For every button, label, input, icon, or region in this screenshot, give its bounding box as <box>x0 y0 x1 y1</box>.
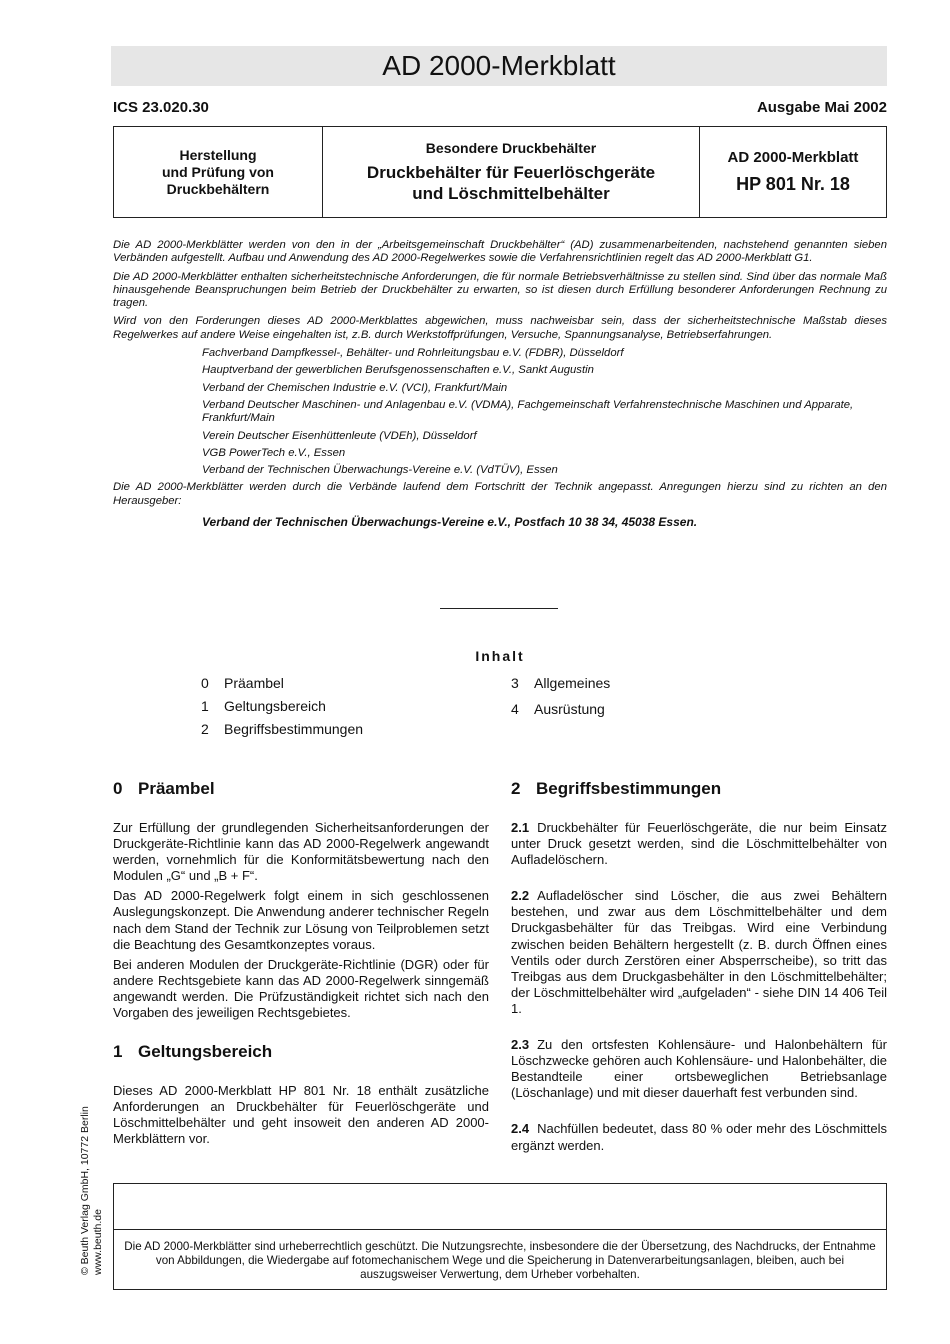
toc-item[interactable] <box>201 720 363 743</box>
column-left <box>113 778 489 1152</box>
body-paragraph: Das AD 2000-Regelwerk folgt einem in sich geschlossenen Auslegungskonzept. Die Anwendung anderer technischer Regeln nach dem Stand der Technik zur Lösung von Teilproblemen setzt die Beachtung des Gesamtkonzeptes voraus. <box>113 888 489 952</box>
definition-paragraph <box>511 1037 887 1101</box>
section-title: Begriffsbestimmungen <box>536 779 722 798</box>
definition-paragraph <box>511 888 887 1017</box>
header-subject <box>323 127 700 217</box>
publisher-credit: © Beuth Verlag GmbH, 10772 Berlin <box>79 1106 91 1275</box>
toc-item-label: Begriffsbestimmungen <box>224 721 364 737</box>
toc-title: Inhalt <box>475 648 525 664</box>
toc-item-label: Geltungsbereich <box>224 698 326 714</box>
header-category-line: Herstellung <box>179 146 257 163</box>
section-number: 1 <box>113 1042 123 1062</box>
header-number: HP 801 Nr. 18 <box>736 174 850 194</box>
definition-paragraph <box>511 820 887 868</box>
section-title: Geltungsbereich <box>138 1042 273 1062</box>
publisher-sidebar <box>79 1106 105 1275</box>
publisher-address: Verband der Technischen Überwachungs-Vereine e.V., Postfach 10 38 34, 45038 Essen. <box>202 515 698 530</box>
body-paragraph: Dieses AD 2000-Merkblatt HP 801 Nr. 18 enthält zusätzliche Anforderungen an Druckbehälter für Feuerlöschgeräte und Löschmittelbehälter und geht insoweit den anderen AD 2000-Merkblättern vor. <box>113 1083 489 1147</box>
intro-paragraph: Die AD 2000-Merkblätter enthalten sicherheitstechnische Anforderungen, die für normale Betriebsverhältnisse zu stellen sind. Sind über das normale Maß hinausgehende Beanspruchungen beim Betrieb der Druckbehälter zu erwarten, so ist diesen durch Erfüllung besonderer Anforderungen Rechnung zu tragen. <box>113 270 887 310</box>
toc-item-number: 3 <box>511 675 519 691</box>
section-heading-begriffsbestimmungen <box>511 778 887 800</box>
column-right <box>511 778 887 1158</box>
definition-number: 2.1 <box>511 820 530 835</box>
header-identifier <box>700 127 886 217</box>
copyright-section <box>114 1229 886 1282</box>
definition-text: Nachfüllen bedeutet, dass 80 % oder mehr des Löschmittels ergänzt werden. <box>511 1121 887 1153</box>
association-item: Hauptverband der gewerblichen Berufsgenossenschaften e.V., Sankt Augustin <box>202 364 594 377</box>
body-paragraph: Zur Erfüllung der grundlegenden Sicherheitsanforderungen der Druckgeräte-Richtlinie kann das AD 2000-Regelwerk angewandt werden, vornehmlich für die Konformitätsbewertung nach den Modulen „G“ und „B + F“. <box>113 820 489 884</box>
header-subject-sub: Besondere Druckbehälter <box>425 140 597 156</box>
section-heading-praeambel <box>113 778 489 800</box>
toc-item-number: 2 <box>201 721 209 737</box>
copyright-notice: Die AD 2000-Merkblätter sind urheberrechtlich geschützt. Die Nutzungsrechte, insbesondere die der Übersetzung, des Nachdrucks, der Entnahme von Abbildungen, die Wiedergabe auf fotomechanischem Wege und die Speicherung in Datenverarbeitungsanlagen, bleiben, auch bei auszugsweiser Verwertung, dem Urheber vorbehalten. <box>124 1240 876 1281</box>
ics-code: ICS 23.020.30 <box>113 99 209 116</box>
header-box <box>113 126 887 218</box>
toc-item-number: 1 <box>201 698 209 714</box>
section-number: 0 <box>113 779 123 798</box>
header-subject-line: und Löschmittelbehälter <box>412 184 610 203</box>
definition-text: Zu den ortsfesten Kohlensäure- und Halonbehältern für Löschzwecke gehören auch Kohlensäure- und Halonbehälter, die Bestandteile einer ortsbeweglichen Betriebsanlage (Löschanlage) und mit dieser dauerhaft fest verbunden sind. <box>511 1037 887 1101</box>
header-category <box>114 127 323 217</box>
association-item: Verband der Technischen Überwachungs-Vereine e.V. (VdTÜV), Essen <box>202 464 558 477</box>
copyright-box <box>113 1183 887 1290</box>
document-title: AD 2000-Merkblatt <box>111 46 887 86</box>
definition-number: 2.3 <box>511 1037 530 1053</box>
toc-item-label: Präambel <box>224 675 284 691</box>
intro-paragraph: Die AD 2000-Merkblätter werden von den in der „Arbeitsgemeinschaft Druckbehälter“ (AD) zusammenarbeitenden, nachstehend genannten sieben Verbänden aufgestellt. Aufbau und Anwendung des AD 2000-Regelwerkes sowie die Verfahrensrichtlinien regelt das AD 2000-Merkblatt G1. <box>113 239 887 265</box>
association-item: Fachverband Dampfkessel-, Behälter- und Rohrleitungsbau e.V. (FDBR), Düsseldorf <box>202 347 624 360</box>
toc-item[interactable] <box>511 700 610 726</box>
intro-paragraph: Die AD 2000-Merkblätter werden durch die Verbände laufend dem Fortschritt der Technik angepasst. Anregungen hierzu sind zu richten an den Herausgeber: <box>113 481 887 507</box>
toc-column-left <box>201 674 363 743</box>
definition-number: 2.4 <box>511 1121 530 1137</box>
header-category-line: Druckbehältern <box>166 180 270 197</box>
definition-text: Aufladelöscher sind Löscher, die aus zwei Behältern bestehen, und zwar aus dem Löschmittelbehälter und dem Druckgasbehälter für das Treibgas. Wird eine Verbindung zwischen beiden Behältern hergestellt (z. B. durch Öffnen eines Ventils oder durch Zerstören einer Absperrscheibe), so tritt das Treibgas aus dem Druckgasbehälter in den Löschmittelbehälter; der Löschmittelbehälter wird „aufgeladen“ - siehe DIN 14 406 Teil 1. <box>511 888 887 1016</box>
association-item: Verein Deutscher Eisenhüttenleute (VDEh), Düsseldorf <box>202 429 477 442</box>
body-paragraph: Bei anderen Modulen der Druckgeräte-Richtlinie (DGR) oder für andere Rechtsgebiete kann das AD 2000-Regelwerk sinngemäß angewandt werden. Die Prüfzuständigkeit richtet sich nach den Vorgaben des jeweiligen Rechtsgebietes. <box>113 956 489 1021</box>
toc-column-right <box>511 674 610 726</box>
association-item: Verband Deutscher Maschinen- und Anlagenbau e.V. (VDMA), Fachgemeinschaft Verfahrenstechnische Maschinen und Apparate, Frankfurt/Main <box>202 398 854 425</box>
association-item: Verband der Chemischen Industrie e.V. (VCI), Frankfurt/Main <box>202 381 508 394</box>
toc-item-number: 0 <box>201 675 209 691</box>
definition-number: 2.2 <box>511 888 530 904</box>
toc-item[interactable] <box>201 697 363 720</box>
section-number: 2 <box>511 779 521 798</box>
separator-line <box>440 608 558 609</box>
section-title: Präambel <box>138 779 215 798</box>
intro-paragraph: Wird von den Forderungen dieses AD 2000-Merkblattes abgewichen, muss nachweisbar sein, dass der sicherheitstechnische Maßstab dieses Regelwerkes auf andere Weise eingehalten ist, z.B. durch Werkstoffprüfungen, Versuche, Spannungsanalyse, Betriebserfahrungen. <box>113 315 887 341</box>
section-heading-geltungsbereich <box>113 1041 489 1063</box>
publisher-url[interactable]: www.beuth.de <box>92 1209 104 1275</box>
toc-item[interactable] <box>201 674 363 697</box>
header-subject-main <box>367 162 655 204</box>
association-list <box>113 347 887 477</box>
edition-date: Ausgabe Mai 2002 <box>756 99 887 116</box>
definition-text: Druckbehälter für Feuerlöschgeräte, die nur beim Einsatz unter Druck gesetzt werden, sind die Löschmittelbehälter von Aufladelöschern. <box>511 820 887 868</box>
toc-item[interactable] <box>511 674 610 700</box>
header-category-line: und Prüfung von <box>162 163 274 180</box>
toc-item-label: Allgemeines <box>534 675 611 691</box>
definition-paragraph <box>511 1121 887 1153</box>
toc-item-number: 4 <box>511 701 519 717</box>
header-series: AD 2000-Merkblatt <box>727 149 859 166</box>
meta-row <box>113 99 887 119</box>
header-subject-line: Druckbehälter für Feuerlöschgeräte <box>366 163 656 182</box>
intro-block <box>113 239 887 529</box>
toc-item-label: Ausrüstung <box>534 701 605 717</box>
association-item: VGB PowerTech e.V., Essen <box>202 446 346 459</box>
